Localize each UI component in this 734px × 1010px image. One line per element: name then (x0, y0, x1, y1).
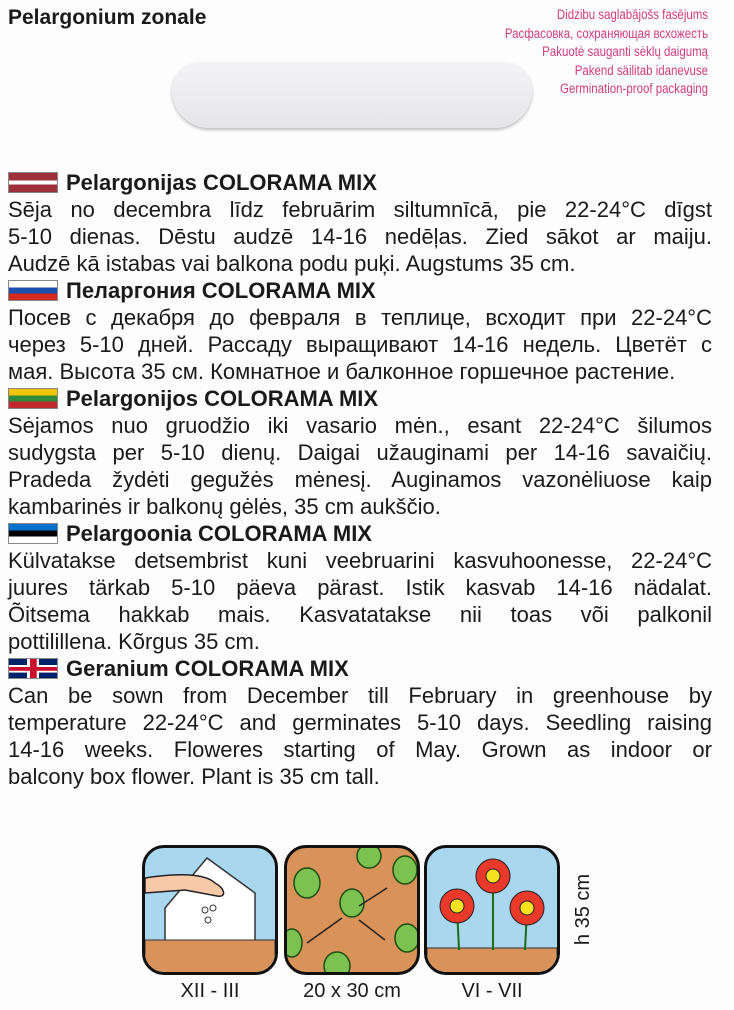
description-line: pottilillena. Kõrgus 35 cm. (8, 629, 260, 654)
description-line: juures tärkab 5-10 päeva pärast. Istik kasvab 14-16 nädalat. (8, 575, 712, 600)
description-line: Pradeda žydėti gegužės mėnesį. Auginamos vazonėliuose kaip (8, 467, 712, 492)
packet-window (172, 62, 532, 128)
description-line: temperature 22-24°C and germinates 5-10 days. Seedling raising (8, 710, 712, 735)
sowing-greenhouse-icon (142, 845, 278, 975)
section-heading (8, 655, 712, 682)
lithuania-flag-icon (8, 388, 58, 409)
description-line: Can be sown from December till February in greenhouse by (8, 683, 712, 708)
packaging-ee: Pakend säilitab idanevuse (574, 62, 708, 78)
heading-text: Pelargonijos COLORAMA MIX (66, 386, 379, 411)
flowering-icon (424, 845, 560, 975)
spacing-label: 20 x 30 cm (303, 980, 401, 1002)
packaging-lv: Didzibu saglabājošs fasējums (556, 7, 708, 22)
latvia-flag-icon (8, 172, 58, 193)
plant-spacing-icon (284, 845, 420, 975)
description-line: Õitsema hakkab mais. Kasvatatakse nii toas või palkonil (8, 602, 712, 627)
description-line: Посев с декабря до февраля в теплице, всходит при 22-24°C (8, 305, 712, 330)
heading-text: Пеларгония COLORAMA MIX (66, 278, 376, 303)
packaging-en: Germination-proof packaging (560, 81, 708, 96)
description-line: Külvatakse detsembrist kuni veebruarini kasvuhoonesse, 22-24°C (8, 548, 712, 573)
description-line: Sėjamos nuo gruodžio iki vasario mėn., esant 22-24°C šilumos (8, 413, 712, 438)
packaging-note (505, 6, 708, 99)
description-sections (8, 169, 712, 790)
description-line: через 5-10 дней. Рассаду выращивают 14-16 недель. Цветёт с (8, 332, 712, 357)
heading-text: Pelargonijas COLORAMA MIX (66, 170, 377, 195)
section-heading (8, 385, 712, 412)
description-line: 14-16 weeks. Floweres starting of May. Grown as indoor or (8, 737, 712, 762)
description-line: Sēja no decembra līdz februārim siltumnīcā, pie 22-24°C dīgst (8, 197, 712, 222)
packaging-ru: Расфасовка, сохраняющая всхожесть (504, 25, 708, 41)
description-line: balcony box flower. Plant is 35 cm tall. (8, 764, 380, 789)
description-line: мая. Высота 35 см. Комнатное и балконное горшечное растение. (8, 359, 676, 384)
section-heading (8, 277, 712, 304)
sowing-period-label: XII - III (180, 980, 240, 1002)
packaging-lt: Pakuotė sauganti sėklų daigumą (542, 44, 708, 59)
description-line: sudygsta per 5-10 dienų. Daigai užauginami per 14-16 savaičių. (8, 440, 712, 465)
description-line: Audzē kā istabas vai balkona podu puķi. Augstums 35 cm. (8, 251, 576, 276)
estonia-flag-icon (8, 523, 58, 544)
heading-text: Pelargoonia COLORAMA MIX (66, 521, 372, 546)
heading-text: Geranium COLORAMA MIX (66, 656, 349, 681)
section-heading (8, 169, 712, 196)
description-line: kambarinės ir balkonų gėlės, 35 cm aukščio. (8, 494, 441, 519)
russia-flag-icon (8, 280, 58, 301)
section-heading (8, 520, 712, 547)
product-title: Pelargonium zonale (8, 6, 207, 29)
description-line: 5-10 dienas. Dēstu audzē 14-16 nedēļas. Zied sākot ar maiju. (8, 224, 712, 249)
height-label: h 35 cm (572, 873, 595, 946)
flowering-period-label: VI - VII (461, 980, 523, 1002)
uk-flag-icon (8, 658, 58, 679)
